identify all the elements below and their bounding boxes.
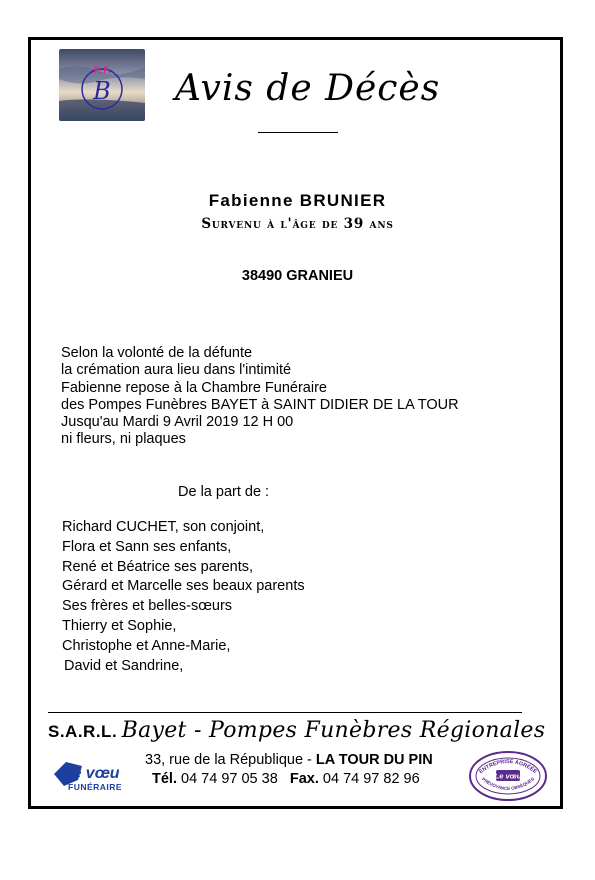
title-divider xyxy=(258,132,338,133)
fax-number: 04 74 97 82 96 xyxy=(322,771,420,787)
le-voeu-funeraire-logo xyxy=(52,756,132,796)
announcement-line: la crémation aura lieu dans l'intimité xyxy=(61,362,292,379)
de-la-part-heading: De la part de : xyxy=(178,484,270,500)
announcement-line: des Pompes Funèbres BAYET à SAINT DIDIER DE LA TOUR xyxy=(61,396,459,413)
tel-label: Tél. xyxy=(152,771,177,787)
fax-label: Fax. xyxy=(289,771,319,787)
levoeu-subtitle: FUNÉRAIRE xyxy=(68,782,123,792)
levoeu-wordmark: le vœu xyxy=(68,765,120,782)
company-sarl: S.A.R.L. xyxy=(48,722,118,741)
company-address xyxy=(145,752,433,768)
logo-b-letter: B xyxy=(93,77,111,105)
pf-bayet-logo xyxy=(59,49,145,121)
seal-center-text: Le vœu xyxy=(494,771,522,781)
deceased-place: 38490 GRANIEU xyxy=(241,268,354,284)
seal-top-text: ENTREPRISE AGRÉÉE xyxy=(478,758,538,776)
deceased-name: Fabienne BRUNIER xyxy=(208,191,387,210)
family-member: Gérard et Marcelle ses beaux parents xyxy=(62,578,305,595)
family-list xyxy=(62,518,305,676)
notice-title: Avis de Décès xyxy=(175,68,441,109)
deceased-age: Survenu à l'âge de 39 ans xyxy=(201,216,394,232)
family-member: Ses frères et belles-sœurs xyxy=(62,598,233,615)
family-member: Thierry et Sophie, xyxy=(62,617,177,634)
address-city: LA TOUR DU PIN xyxy=(315,752,433,768)
announcement-line: ni fleurs, ni plaques xyxy=(61,431,186,448)
company-title: Bayet - Pompes Funèbres Régionales xyxy=(121,718,546,743)
footer-divider xyxy=(48,712,522,713)
family-member: Christophe et Anne-Marie, xyxy=(62,637,231,654)
family-member: David et Sandrine, xyxy=(64,657,184,674)
family-member: Flora et Sann ses enfants, xyxy=(62,538,232,555)
address-street: 33, rue de la République - xyxy=(145,752,316,768)
announcement-line: Fabienne repose à la Chambre Funéraire xyxy=(61,379,327,396)
seal-bottom-text: PRÉVOYANCE OBSÈQUES xyxy=(480,776,536,792)
logo-pf-text: P. F. xyxy=(93,65,111,75)
entreprise-agreee-seal xyxy=(468,750,548,802)
company-name xyxy=(48,718,545,743)
family-member: Richard CUCHET, son conjoint, xyxy=(62,519,265,535)
family-member: René et Béatrice ses parents, xyxy=(62,558,254,575)
announcement-line: Jusqu'au Mardi 9 Avril 2019 12 H 00 xyxy=(61,414,294,431)
company-contact xyxy=(152,771,420,787)
announcement-line: Selon la volonté de la défunte xyxy=(61,345,253,361)
announcement-text xyxy=(61,345,459,449)
tel-number: 04 74 97 05 38 xyxy=(181,771,278,787)
